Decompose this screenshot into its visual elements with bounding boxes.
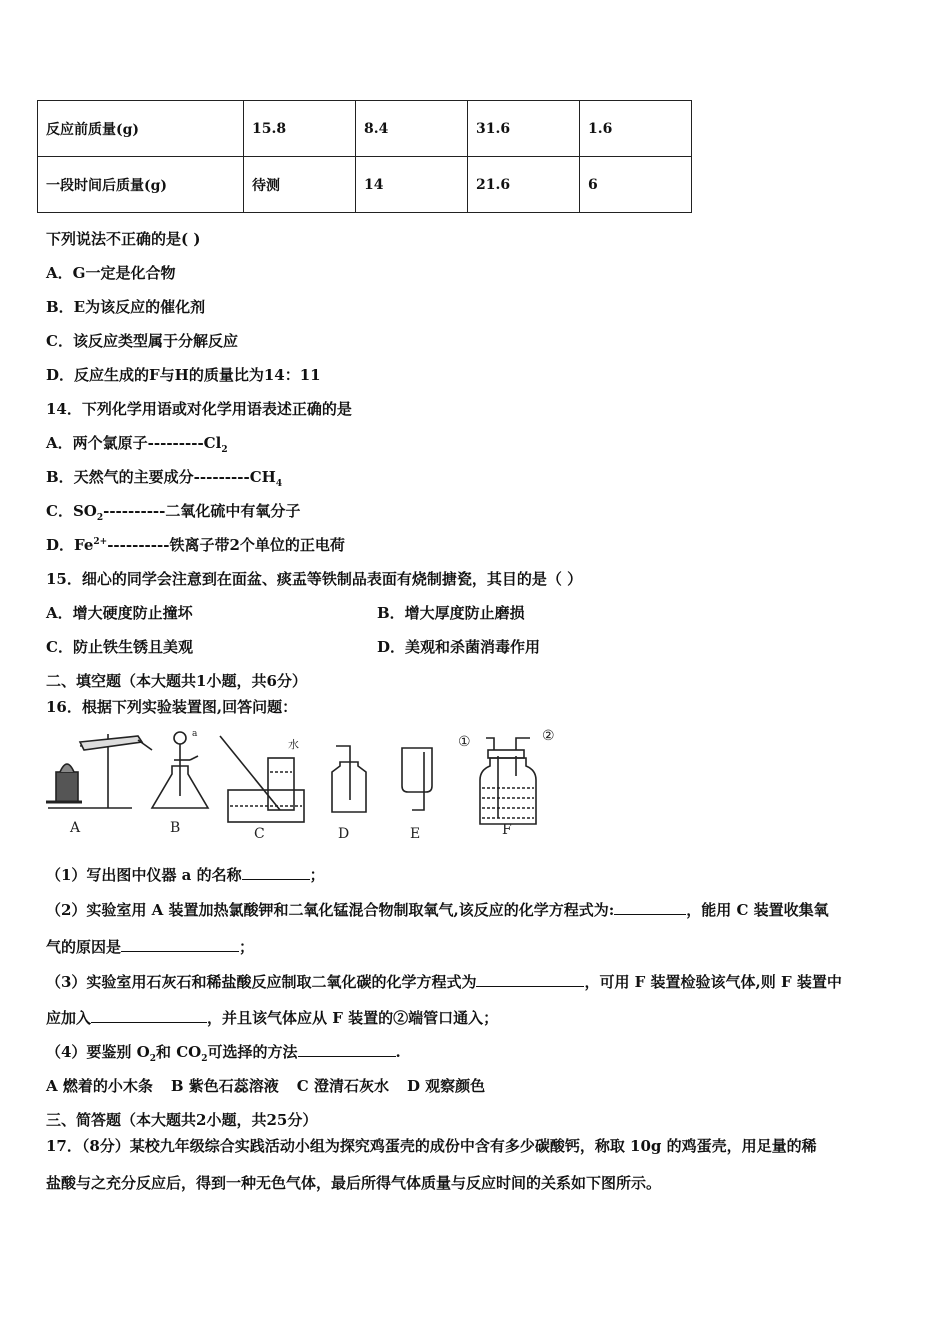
q15-option-d: D．美观和杀菌消毒作用 — [377, 638, 541, 656]
q14-option-d: D．$Fe^{2+}----------$铁离子带2个单位的正电荷 — [46, 536, 345, 554]
choice-a: A 燃着的小木条 — [46, 1077, 153, 1095]
label-c: C — [254, 826, 265, 842]
q13-option-d: D．反应生成的F与H的质量比为14：11 — [46, 366, 321, 384]
q16-stem: 16．根据下列实验装置图,回答问题： — [46, 698, 298, 716]
q15-option-c: C．防止铁生锈且美观 — [46, 638, 193, 656]
label-d: D — [338, 826, 350, 842]
apparatus-d — [332, 746, 366, 812]
label-e: E — [410, 826, 421, 842]
choice-d: D 观察颜色 — [406, 1077, 486, 1095]
q13-option-b: B．E为该反应的催化剂 — [46, 298, 206, 316]
table-cell: 1.6 — [580, 101, 692, 157]
label-water: 水 — [288, 738, 299, 751]
table-row — [38, 157, 692, 213]
table-cell: 6 — [580, 157, 692, 213]
table-cell: 14 — [356, 157, 468, 213]
q16-part-1: （1）写出图中仪器 a 的名称 ； — [46, 866, 325, 884]
table-cell: 21.6 — [468, 157, 580, 213]
apparatus-a — [46, 734, 152, 808]
row-label: 反应前质量(g) — [38, 101, 244, 157]
table-cell: 31.6 — [468, 101, 580, 157]
table-cell: 8.4 — [356, 101, 468, 157]
table-cell: 15.8 — [244, 101, 356, 157]
label-port-2: ② — [542, 728, 555, 744]
label-b: B — [170, 820, 181, 836]
apparatus-figure — [40, 726, 570, 844]
q15-option-b: B．增大厚度防止磨损 — [377, 604, 525, 622]
q15-stem: 15．细心的同学会注意到在面盆、痰盂等铁制品表面有烧制搪瓷，其目的是（ ） — [46, 570, 583, 588]
mass-table — [37, 100, 692, 213]
section-2-heading: 二、填空题（本大题共1小题，共6分） — [46, 672, 307, 690]
table-row — [38, 101, 692, 157]
q17-line-2: 盐酸与之充分反应后，得到一种无色气体，最后所得气体质量与反应时间的关系如下图所示。 — [46, 1174, 662, 1192]
q15-option-a: A．增大硬度防止撞坏 — [46, 604, 193, 622]
section-3-heading: 三、简答题（本大题共2小题，共25分） — [46, 1111, 318, 1129]
q14-option-a: A．两个氯原子$---------Cl_2$ — [46, 434, 228, 455]
choice-c: C 澄清石灰水 — [296, 1077, 389, 1095]
label-mark-a: a — [192, 729, 198, 739]
apparatus-e — [402, 748, 432, 810]
table-cell: 待测 — [244, 157, 356, 213]
label-f: F — [502, 822, 512, 838]
q16-part-3-line-1: （3）实验室用石灰石和稀盐酸反应制取二氧化碳的化学方程式为 ，可用 F 装置检验该气体,则 F 装置中 — [46, 973, 842, 991]
q14-option-b: B．天然气的主要成分$---------CH_4$ — [46, 468, 283, 489]
q16-choices — [46, 1075, 503, 1096]
q14-stem: 14．下列化学用语或对化学用语表述正确的是 — [46, 400, 352, 418]
label-port-1: ① — [458, 734, 471, 750]
q16-part-4: （4）要鉴别 $O_2$和 $CO_2$可选择的方法 . — [46, 1043, 401, 1064]
q13-option-c: C．该反应类型属于分解反应 — [46, 332, 238, 350]
q17-line-1: 17．（8分）某校九年级综合实践活动小组为探究鸡蛋壳的成份中含有多少碳酸钙，称取 10g 的鸡蛋壳，用足量的稀 — [46, 1137, 817, 1155]
choice-b: B 紫色石蕊溶液 — [170, 1077, 279, 1095]
row-label: 一段时间后质量(g) — [38, 157, 244, 213]
label-a: A — [70, 820, 81, 836]
q16-part-3-line-2: 应加入 ，并且该气体应从 F 装置的②端管口通入； — [46, 1009, 499, 1027]
q13-option-a: A．G一定是化合物 — [46, 264, 176, 282]
q14-option-c: C．$SO_2----------$二氧化硫中有氧分子 — [46, 502, 301, 523]
apparatus-b — [152, 732, 208, 808]
q13-stem: 下列说法不正确的是( ) — [46, 230, 201, 248]
q16-part-2-line-1: （2）实验室用 A 装置加热氯酸钾和二氧化锰混合物制取氧气,该反应的化学方程式为: ，能用 C 装置收集氧 — [46, 901, 829, 919]
q16-part-2-line-2: 气的原因是 ； — [46, 938, 255, 956]
apparatus-f — [480, 738, 536, 824]
